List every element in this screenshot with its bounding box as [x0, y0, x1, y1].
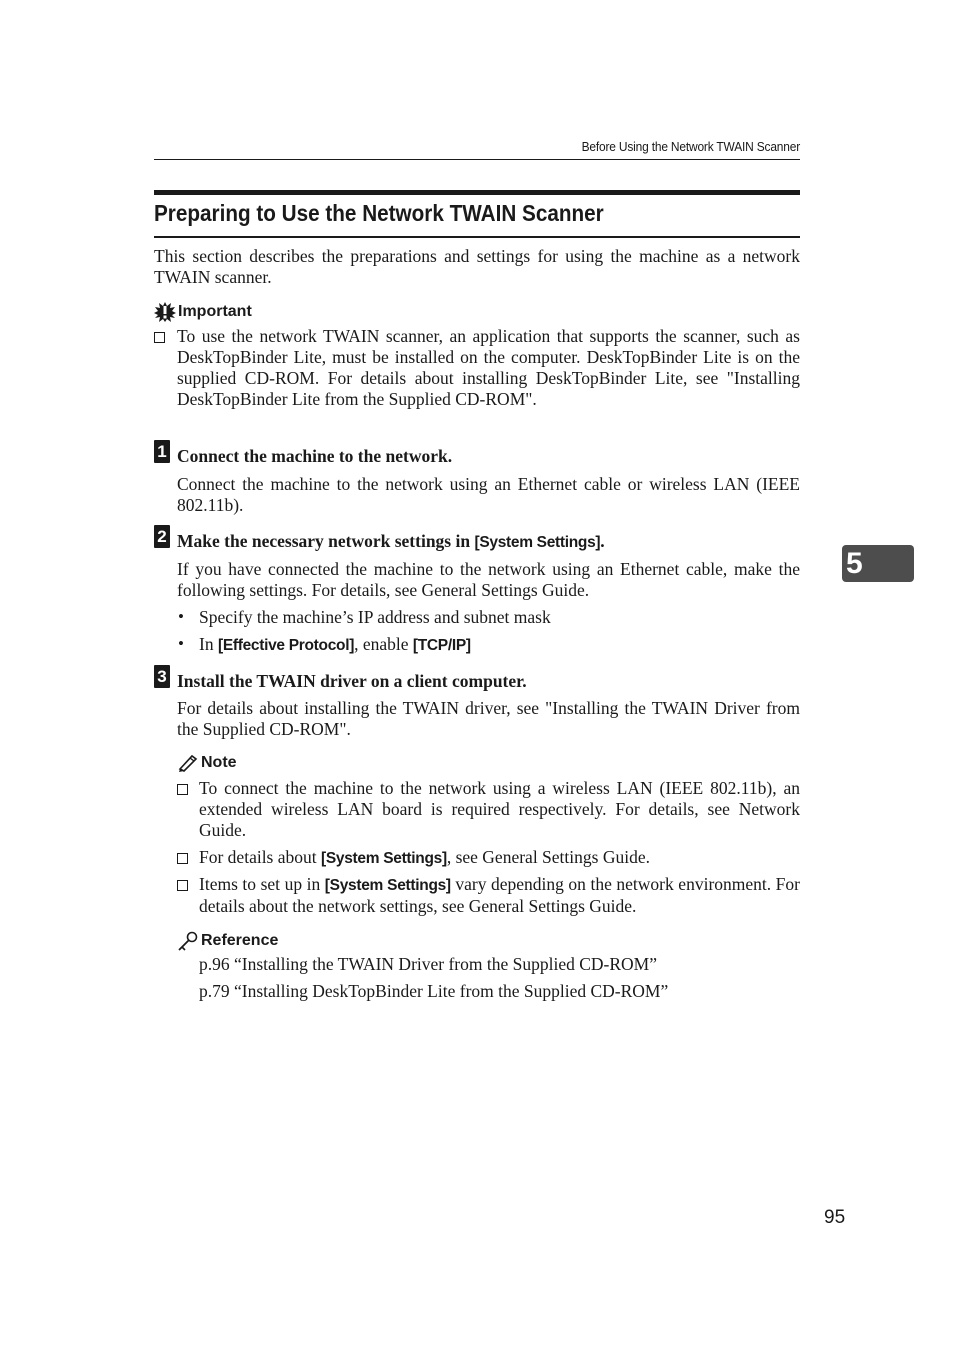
- important-label: [154, 302, 252, 322]
- step-number-badge: 1: [154, 440, 170, 463]
- key-icon: [177, 931, 199, 951]
- note-text: , see General Settings Guide.: [446, 847, 650, 867]
- bullet-item: [199, 634, 471, 656]
- note-item: [199, 847, 650, 869]
- step-title: Install the TWAIN driver on a client computer.: [177, 671, 527, 691]
- checkbox-icon: [177, 784, 188, 795]
- step-title-text: Make the necessary network settings in: [177, 531, 475, 551]
- step-number-badge: 2: [154, 525, 170, 548]
- checkbox-icon: [177, 853, 188, 864]
- note-text: Items to set up in: [199, 874, 325, 894]
- page-number: 95: [824, 1207, 846, 1228]
- ui-term: [System Settings]: [474, 534, 601, 551]
- bullet-text: , enable: [354, 634, 413, 654]
- title-rule-bottom: [154, 236, 800, 238]
- section-intro: This section describes the preparations and settings for using the machine as a network TWAIN scanner.: [154, 246, 800, 287]
- bullet-item: Specify the machine’s IP address and subnet mask: [199, 607, 551, 627]
- step-body: Connect the machine to the network using an Ethernet cable or wireless LAN (IEEE 802.11b).: [177, 474, 800, 515]
- title-rule-top: [154, 190, 800, 195]
- pencil-icon: [177, 754, 199, 772]
- step-body: For details about installing the TWAIN driver, see "Installing the TWAIN Driver from the Supplied CD-ROM".: [177, 698, 800, 739]
- note-label-text: Note: [201, 754, 237, 771]
- note-item: To connect the machine to the network using a wireless LAN (IEEE 802.11b), an extended wireless LAN board is required respectively. For details, see Network Guide.: [199, 778, 800, 840]
- reference-link[interactable]: p.96 “Installing the TWAIN Driver from the Supplied CD-ROM”: [199, 954, 657, 974]
- ui-term: [System Settings]: [321, 850, 447, 867]
- running-header: Before Using the Network TWAIN Scanner: [581, 139, 800, 154]
- note-item: [199, 874, 800, 917]
- important-item: To use the network TWAIN scanner, an application that supports the scanner, such as DeskTopBinder Lite, must be installed on the computer. DeskTopBinder Lite is on the supplied CD-ROM. For details about installing DeskTopBinder Lite, see "Installing DeskTopBinder Lite from the Supplied CD-ROM".: [177, 326, 800, 409]
- step-title: [177, 531, 605, 552]
- header-rule: [154, 159, 800, 160]
- bullet-icon: •: [178, 634, 184, 653]
- section-title: Preparing to Use the Network TWAIN Scanner: [154, 200, 604, 226]
- ui-term: [System Settings]: [324, 877, 451, 894]
- ui-term: [TCP/IP]: [412, 637, 471, 654]
- step-title-period: .: [600, 531, 605, 551]
- important-icon: [154, 302, 176, 322]
- chapter-tab: 5: [842, 545, 914, 582]
- note-text: vary depending on the network environment. For details about the network settings, see General Settings Guide.: [199, 874, 800, 916]
- note-label: [177, 754, 237, 772]
- checkbox-icon: [177, 880, 188, 891]
- reference-link[interactable]: p.79 “Installing DeskTopBinder Lite from the Supplied CD-ROM”: [199, 981, 669, 1001]
- important-label-text: Important: [178, 303, 252, 320]
- bullet-text: In: [199, 634, 218, 654]
- checkbox-icon: [154, 332, 165, 343]
- step-number-badge: 3: [154, 665, 170, 688]
- reference-label-text: Reference: [201, 932, 279, 949]
- reference-label: [177, 931, 278, 951]
- step-title: Connect the machine to the network.: [177, 446, 453, 466]
- ui-term: [Effective Protocol]: [217, 637, 355, 654]
- step-body: If you have connected the machine to the network using an Ethernet cable, make the following settings. For details, see General Settings Guide.: [177, 559, 800, 600]
- note-text: For details about: [199, 847, 321, 867]
- bullet-icon: •: [178, 607, 184, 626]
